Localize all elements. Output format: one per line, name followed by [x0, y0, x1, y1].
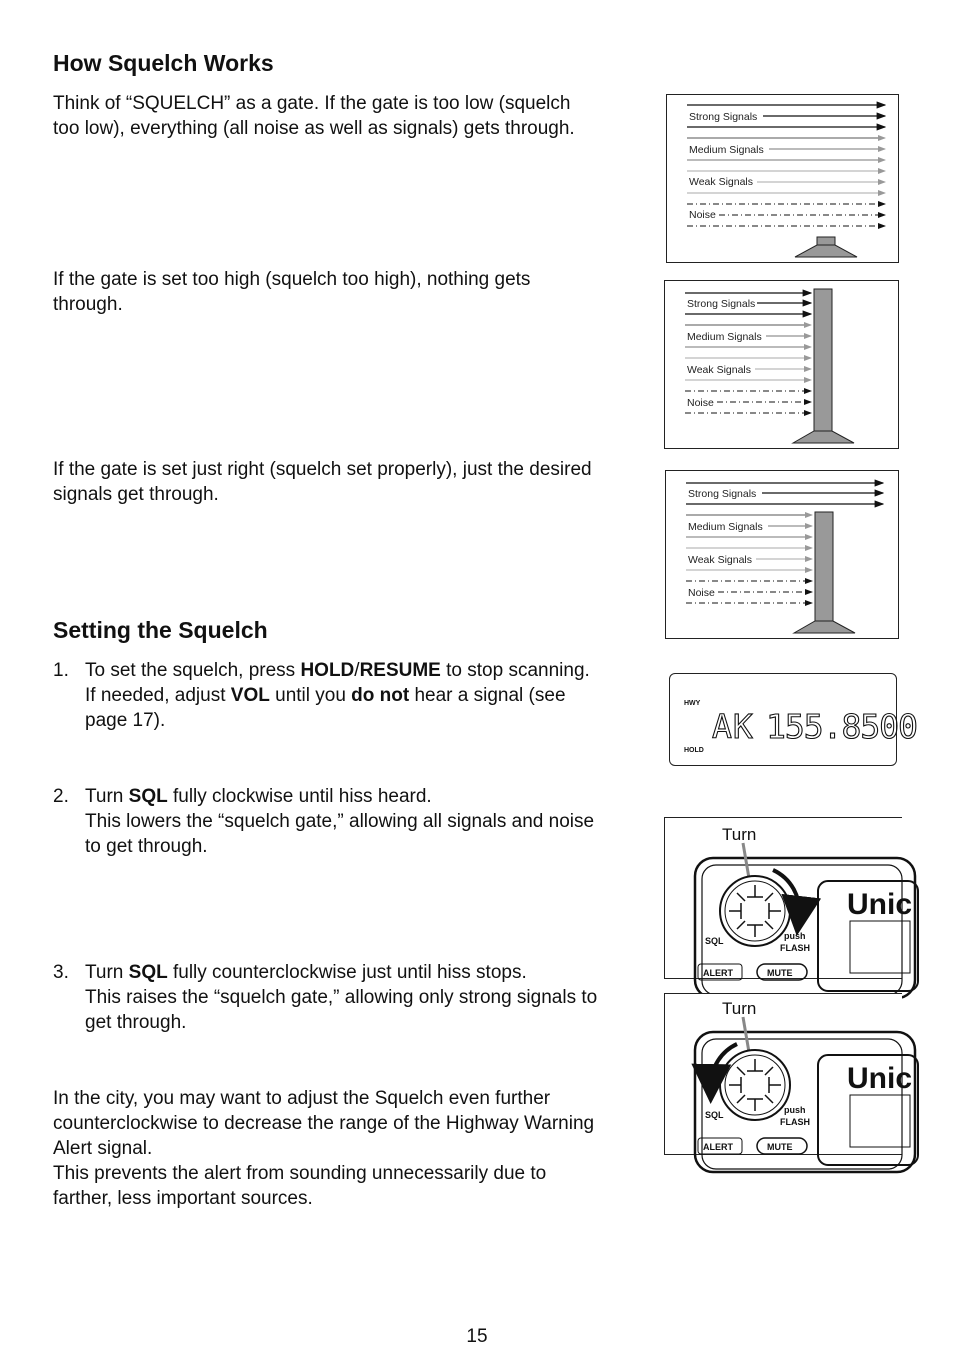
squelch-gate-high [793, 289, 854, 443]
alert-label: ALERT [703, 968, 733, 978]
label-noise: Noise [689, 209, 716, 221]
label-medium-signals: Medium Signals [687, 331, 762, 343]
turn-label: Turn [722, 825, 757, 844]
brand-logo-partial: Unic [847, 888, 913, 921]
step-number: 3. [53, 962, 69, 983]
sql-label: SQL [705, 1110, 724, 1120]
lcd-hold-indicator: HOLD [684, 747, 704, 754]
section-title-how-squelch-works: How Squelch Works [53, 50, 274, 76]
noise-lines [687, 204, 885, 226]
alert-label: ALERT [703, 1142, 733, 1152]
radio-display-window [850, 1095, 910, 1147]
sql-knob-clockwise-figure [664, 817, 913, 979]
brand-logo-partial: Unic [847, 1062, 913, 1095]
paragraph-gate-too-high: If the gate is set too high (squelch too high), nothing gets through. [53, 269, 531, 315]
paragraph-gate-just-right: If the gate is set just right (squelch set properly), just the desired signals get through. [53, 459, 592, 505]
push-label: push [784, 931, 806, 941]
turn-label: Turn [722, 999, 757, 1018]
lcd-band: AK [712, 707, 754, 746]
step-number: 1. [53, 660, 69, 681]
lcd-hwy-indicator: HWY [684, 700, 701, 707]
label-strong-signals: Strong Signals [688, 488, 757, 500]
squelch-gate-right [794, 512, 855, 633]
sql-key-label: SQL [128, 962, 168, 983]
flash-label: FLASH [780, 1117, 810, 1127]
paragraph-gate-too-low: Think of “SQUELCH” as a gate. If the gate is too low (squelch too low), everything (all noise as well as signals) gets through. [53, 93, 575, 139]
squelch-diagram-high [664, 280, 899, 449]
sql-key-label: SQL [128, 786, 168, 807]
label-noise: Noise [687, 397, 714, 409]
radio-display-window [850, 921, 910, 973]
flash-label: FLASH [780, 943, 810, 953]
label-noise: Noise [688, 587, 715, 599]
paragraph-city-tip: In the city, you may want to adjust the Squelch even further counterclockwise to decrease the range of the Highway Warning Alert signal. This prevents the alert from sounding unnecessarily due to farther, less important sources. [53, 1088, 595, 1209]
sql-knob[interactable] [720, 876, 790, 946]
label-weak-signals: Weak Signals [688, 554, 753, 566]
push-label: push [784, 1105, 806, 1115]
hold-key-label: HOLD [300, 660, 355, 681]
mute-label: MUTE [767, 968, 793, 978]
mute-label: MUTE [767, 1142, 793, 1152]
squelch-diagram-right [665, 470, 899, 639]
do-not-emphasis: do not [351, 685, 410, 706]
label-strong-signals: Strong Signals [689, 111, 758, 123]
sql-label: SQL [705, 936, 724, 946]
vol-key-label: VOL [230, 685, 270, 706]
sql-knob[interactable] [720, 1050, 790, 1120]
label-weak-signals: Weak Signals [687, 364, 752, 376]
label-strong-signals: Strong Signals [687, 298, 756, 310]
squelch-gate-low [795, 237, 857, 257]
sql-knob-counterclockwise-figure [664, 993, 913, 1155]
label-medium-signals: Medium Signals [688, 521, 763, 533]
label-weak-signals: Weak Signals [689, 176, 754, 188]
label-medium-signals: Medium Signals [689, 144, 764, 156]
section-title-setting-the-squelch: Setting the Squelch [53, 617, 268, 643]
page-number: 15 [466, 1326, 488, 1347]
step-number: 2. [53, 786, 69, 807]
lcd-display [669, 673, 917, 766]
lcd-frequency: 155.8500 [766, 707, 917, 746]
resume-key-label: RESUME [359, 660, 441, 681]
squelch-diagram-low [666, 94, 899, 263]
